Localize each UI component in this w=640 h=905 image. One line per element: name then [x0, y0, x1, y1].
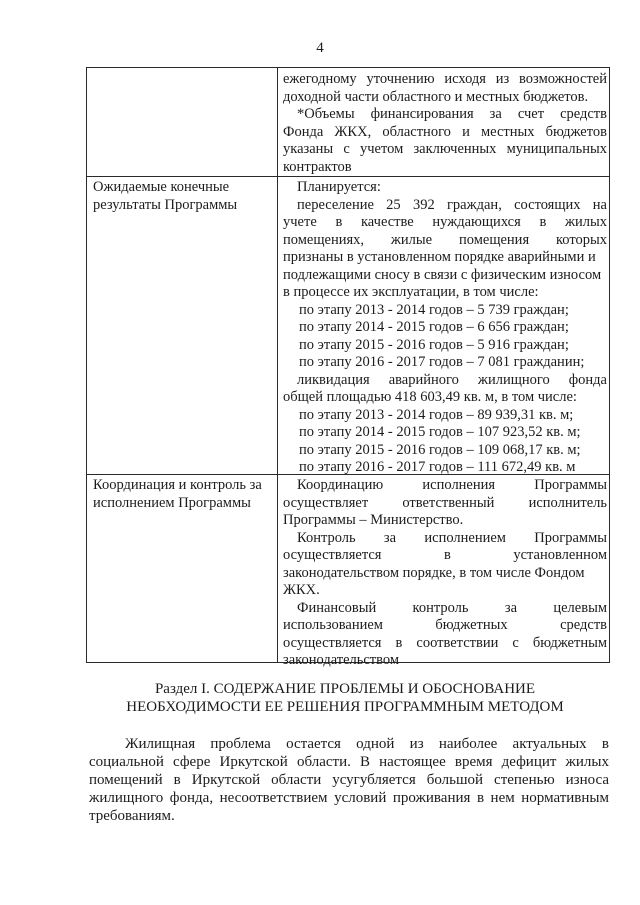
text-line: Финансовый контроль за целевым	[297, 599, 607, 616]
row2-label-cell	[93, 179, 275, 214]
table-top-border	[87, 67, 609, 68]
text-line: учете в качестве нуждающихся в жилых	[283, 214, 607, 230]
text-line: осуществляет ответственный исполнитель	[283, 494, 607, 511]
text-line: подлежащими сносу в связи с физическим износом	[283, 266, 602, 283]
text-line: в процессе их эксплуатации, в том числе:	[283, 284, 539, 300]
stage-line: по этапу 2013 - 2014 годов – 5 739 граждан;	[299, 301, 569, 318]
section-title	[80, 680, 610, 716]
text-line: ежегодному уточнению исходя из возможностей	[283, 71, 607, 87]
text-line: Контроль за исполнением Программы	[297, 529, 607, 546]
text-line: Программы – Министерство.	[283, 512, 464, 528]
stage-line: по этапу 2016 - 2017 годов – 7 081 гражданин;	[299, 354, 585, 370]
paragraph-line: требованиям.	[89, 808, 175, 824]
text-line: Фонда ЖКХ, областного и местных бюджетов	[283, 123, 607, 140]
stage-line: по этапу 2013 - 2014 годов – 89 939,31 кв. м;	[299, 406, 574, 423]
label-line: Ожидаемые конечные	[93, 179, 230, 195]
row1-content-cell	[283, 71, 607, 176]
paragraph-line: Жилищная проблема остается одной из наиболее актуальных в	[125, 736, 609, 752]
text-line: использованием бюджетных средств	[283, 617, 607, 633]
stage-line: по этапу 2015 - 2016 годов – 109 068,17 кв. м;	[299, 441, 581, 458]
program-passport-table	[86, 67, 610, 668]
paragraph-line: помещений в Иркутской области усугубляется большой степенью износа	[89, 772, 609, 788]
label-line: Координация и контроль за	[93, 477, 262, 493]
text-line: указаны с учетом заключенных муниципальных	[283, 141, 607, 157]
text-line: ликвидация аварийного жилищного фонда	[297, 371, 607, 388]
stage-line: по этапу 2014 - 2015 годов – 107 923,52 кв. м;	[299, 424, 581, 440]
stage-line: по этапу 2016 - 2017 годов – 111 672,49 кв. м	[299, 459, 576, 475]
text-line: Координацию исполнения Программы	[297, 477, 607, 493]
text-line: признаны в установленном порядке аварийными и	[283, 249, 596, 265]
label-line: исполнением Программы	[93, 494, 251, 511]
paragraph-line: жилищного фонда, несоответствием условий проживания в нем нормативным	[89, 790, 609, 806]
table-column-divider	[277, 67, 278, 662]
text-line: помещениях, жилые помещения которых	[283, 231, 607, 248]
text-line: осуществляется в соответствии с бюджетным	[283, 634, 607, 651]
table-row-border	[87, 474, 609, 475]
row3-label-cell	[93, 477, 275, 512]
text-line: доходной части областного и местных бюджетов.	[283, 88, 589, 105]
text-line: Планируется:	[297, 179, 381, 195]
paragraph-line: социальной сфере Иркутской области. В настоящее время дефицит жилых	[89, 754, 609, 770]
text-line: законодательством порядке, в том числе Фондом	[283, 564, 585, 581]
page-number: 4	[316, 40, 324, 56]
row3-content-cell	[283, 477, 607, 670]
stage-line: по этапу 2014 - 2015 годов – 6 656 граждан;	[299, 319, 569, 335]
section-title-line: НЕОБХОДИМОСТИ ЕЕ РЕШЕНИЯ ПРОГРАММНЫМ МЕТОДОМ	[126, 699, 564, 715]
text-line: ЖКХ.	[283, 582, 320, 598]
table-row-border	[87, 176, 609, 177]
text-line: переселение 25 392 граждан, состоящих на	[297, 196, 607, 213]
text-line: общей площадью 418 603,49 кв. м, в том числе:	[283, 389, 577, 405]
stage-line: по этапу 2015 - 2016 годов – 5 916 граждан;	[299, 336, 569, 353]
text-line: осуществляется в установленном	[283, 547, 607, 563]
row2-content-cell	[283, 179, 607, 477]
label-line: результаты Программы	[93, 196, 238, 213]
section-title-line: Раздел I. СОДЕРЖАНИЕ ПРОБЛЕМЫ И ОБОСНОВАНИЕ	[154, 681, 536, 697]
text-line: законодательством	[283, 652, 400, 668]
body-paragraph	[89, 735, 609, 825]
text-line: *Объемы финансирования за счет средств	[297, 106, 607, 122]
text-line: контрактов	[283, 158, 352, 175]
